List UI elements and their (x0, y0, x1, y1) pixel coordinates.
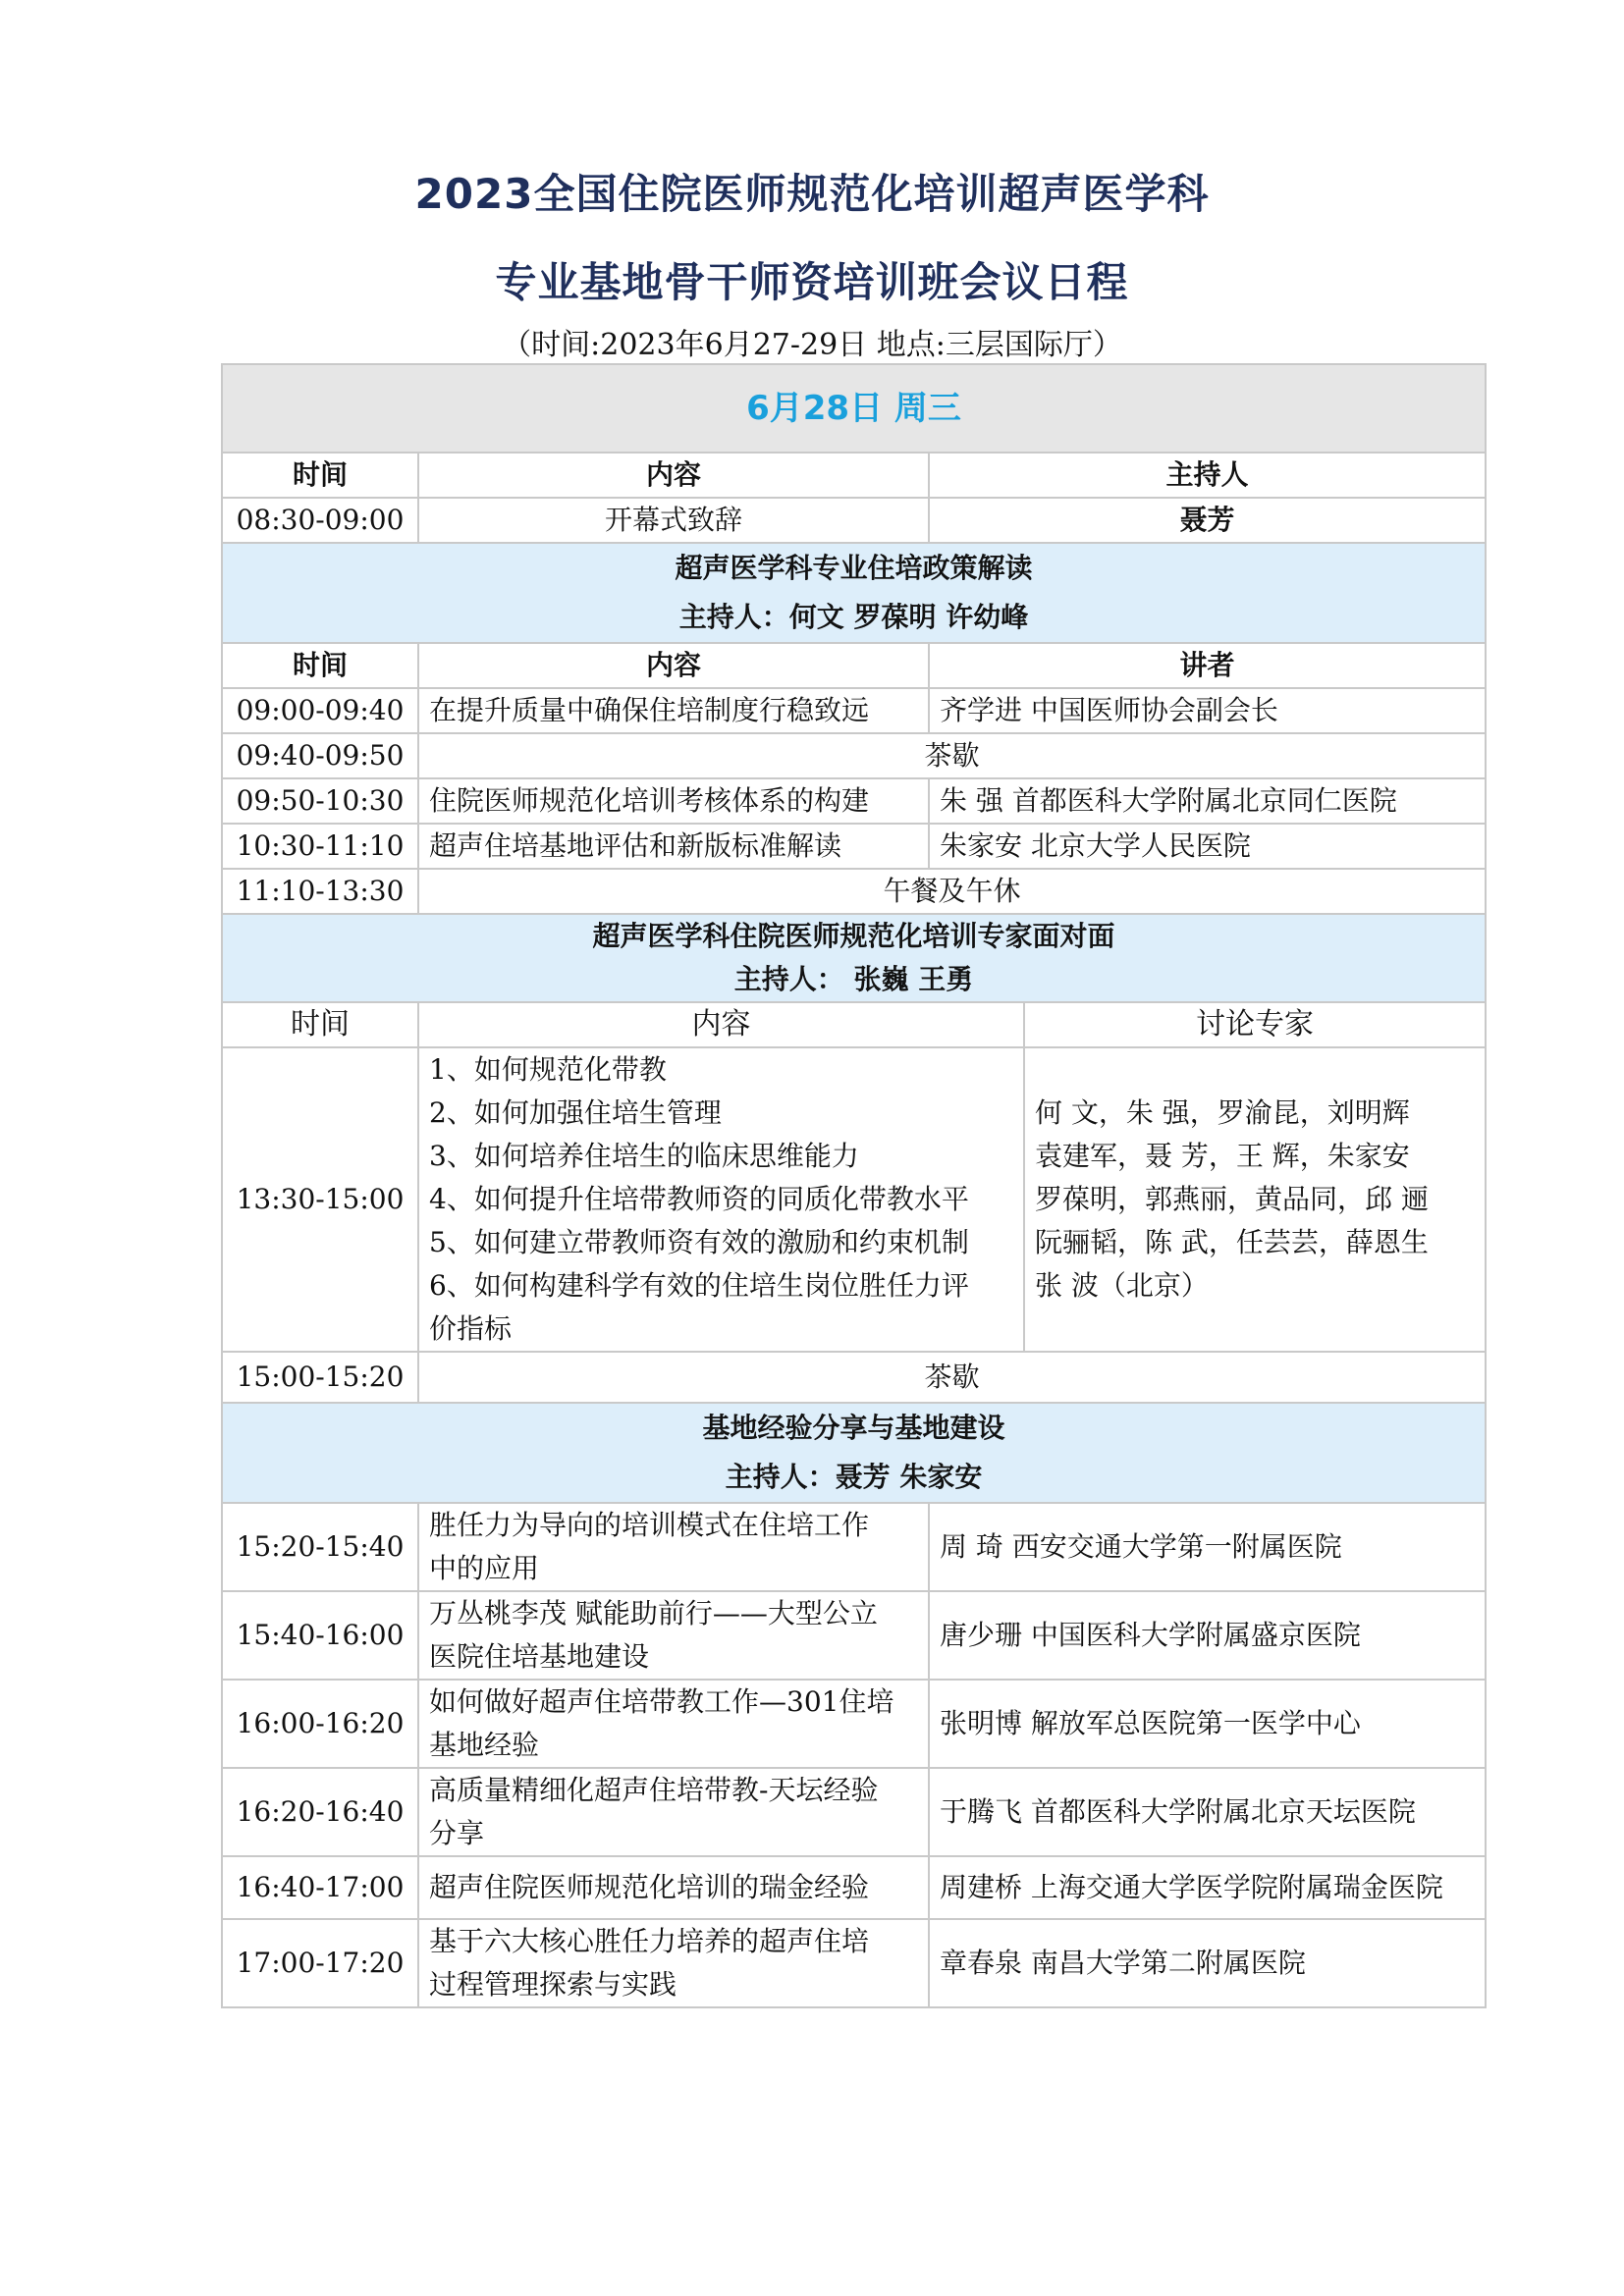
section-header-row (222, 914, 1486, 1002)
expert-line: 罗葆明，郭燕丽，黄品同，邱 逦 (1035, 1183, 1429, 1215)
experts-list (1024, 1047, 1486, 1352)
topic-item: 3、如何培养住培生的临床思维能力 (429, 1140, 859, 1172)
day-header-row (222, 364, 1486, 453)
row-time: 15:00-15:20 (222, 1352, 418, 1403)
row-time: 09:40-09:50 (222, 733, 418, 778)
table-row (222, 498, 1486, 543)
table-row (222, 1680, 1486, 1768)
title-line-2: 专业基地骨干师资培训班会议日程 (495, 258, 1129, 306)
row-time: 11:10-13:30 (222, 869, 418, 914)
expert-line: 张 波（北京） (1035, 1269, 1209, 1302)
row-speaker: 章春泉 南昌大学第二附属医院 (929, 1919, 1486, 2007)
header-content: 内容 (418, 453, 929, 498)
content-line: 基于六大核心胜任力培养的超声住培 (429, 1925, 870, 1957)
row-time: 16:00-16:20 (222, 1680, 418, 1768)
table-row (222, 824, 1486, 869)
content-line: 高质量精细化超声住培带教-天坛经验 (429, 1774, 879, 1806)
row-time: 09:00-09:40 (222, 688, 418, 733)
header-time: 时间 (222, 1002, 418, 1047)
content-line: 中的应用 (429, 1552, 540, 1584)
row-speaker: 朱家安 北京大学人民医院 (929, 824, 1486, 869)
row-break: 午餐及午休 (418, 869, 1486, 914)
table-row (222, 688, 1486, 733)
content-line: 过程管理探索与实践 (429, 1968, 677, 2001)
content-line: 医院住培基地建设 (429, 1640, 650, 1673)
header-time: 时间 (222, 453, 418, 498)
row-time: 08:30-09:00 (222, 498, 418, 543)
section-header-row (222, 1403, 1486, 1503)
topics-list (418, 1047, 1024, 1352)
topic-item: 6、如何构建科学有效的住培生岗位胜任力评 (429, 1269, 969, 1302)
table-row (222, 1352, 1486, 1403)
row-break: 茶歇 (418, 733, 1486, 778)
topic-item: 2、如何加强住培生管理 (429, 1096, 722, 1129)
row-content: 超声住培基地评估和新版标准解读 (418, 824, 929, 869)
day-label: 6月28日 周三 (222, 364, 1486, 453)
row-content: 在提升质量中确保住培制度行稳致远 (418, 688, 929, 733)
table-row (222, 1768, 1486, 1856)
table-row (222, 1503, 1486, 1591)
section-header-row (222, 543, 1486, 643)
table-row (222, 869, 1486, 914)
table-row (222, 1591, 1486, 1680)
content-line: 分享 (429, 1817, 485, 1849)
header-content: 内容 (418, 1002, 1024, 1047)
topic-item: 1、如何规范化带教 (429, 1053, 667, 1086)
expert-line: 袁建军，聂 芳，王 辉，朱家安 (1035, 1140, 1410, 1172)
table-row (222, 1047, 1486, 1352)
table-header-row (222, 1002, 1486, 1047)
header-host: 主持人 (929, 453, 1486, 498)
section-header (222, 914, 1486, 1002)
row-content (418, 1503, 929, 1591)
expert-line: 何 文，朱 强，罗渝昆，刘明辉 (1035, 1096, 1410, 1129)
schedule-table (221, 363, 1487, 2008)
content-line: 超声住院医师规范化培训的瑞金经验 (429, 1871, 870, 1903)
row-content: 住院医师规范化培训考核体系的构建 (418, 778, 929, 824)
row-time: 15:20-15:40 (222, 1503, 418, 1591)
header-content: 内容 (418, 643, 929, 688)
table-row (222, 1856, 1486, 1919)
row-time: 10:30-11:10 (222, 824, 418, 869)
row-content (418, 1591, 929, 1680)
row-break: 茶歇 (418, 1352, 1486, 1403)
row-time: 13:30-15:00 (222, 1047, 418, 1352)
row-content (418, 1680, 929, 1768)
row-content: 开幕式致辞 (418, 498, 929, 543)
title-line-1: 2023全国住院医师规范化培训超声医学科 (414, 170, 1210, 218)
table-row (222, 1919, 1486, 2007)
header-speaker: 讲者 (929, 643, 1486, 688)
topic-item: 价指标 (429, 1312, 513, 1345)
table-row (222, 778, 1486, 824)
section-title: 超声医学科住院医师规范化培训专家面对面 (592, 920, 1115, 952)
section-title: 基地经验分享与基地建设 (702, 1412, 1005, 1444)
row-speaker: 周建桥 上海交通大学医学院附属瑞金医院 (929, 1856, 1486, 1919)
section-header (222, 543, 1486, 643)
table-row (222, 733, 1486, 778)
content-line: 基地经验 (429, 1729, 540, 1761)
row-time: 16:20-16:40 (222, 1768, 418, 1856)
content-line: 胜任力为导向的培训模式在住培工作 (429, 1509, 870, 1541)
row-content (418, 1768, 929, 1856)
row-speaker: 于腾飞 首都医科大学附属北京天坛医院 (929, 1768, 1486, 1856)
schedule-subtitle: （时间:2023年6月27-29日 地点:三层国际厅） (502, 328, 1122, 362)
section-hosts: 主持人： 张巍 王勇 (733, 963, 974, 995)
content-line: 万丛桃李茂 赋能助前行——大型公立 (429, 1597, 878, 1629)
row-content (418, 1856, 929, 1919)
header-time: 时间 (222, 643, 418, 688)
row-speaker: 周 琦 西安交通大学第一附属医院 (929, 1503, 1486, 1591)
section-header (222, 1403, 1486, 1503)
table-header-row (222, 453, 1486, 498)
row-time: 09:50-10:30 (222, 778, 418, 824)
topic-item: 4、如何提升住培带教师资的同质化带教水平 (429, 1183, 969, 1215)
content-line: 如何做好超声住培带教工作—301住培 (429, 1685, 894, 1718)
section-hosts: 主持人：何文 罗葆明 许幼峰 (678, 601, 1029, 633)
row-time: 15:40-16:00 (222, 1591, 418, 1680)
row-speaker: 齐学进 中国医师协会副会长 (929, 688, 1486, 733)
row-content (418, 1919, 929, 2007)
row-speaker: 唐少珊 中国医科大学附属盛京医院 (929, 1591, 1486, 1680)
topic-item: 5、如何建立带教师资有效的激励和约束机制 (429, 1226, 969, 1258)
row-time: 16:40-17:00 (222, 1856, 418, 1919)
section-hosts: 主持人：聂芳 朱家安 (725, 1461, 983, 1493)
section-title: 超声医学科专业住培政策解读 (675, 552, 1033, 584)
row-speaker: 张明博 解放军总医院第一医学中心 (929, 1680, 1486, 1768)
row-host: 聂芳 (929, 498, 1486, 543)
expert-line: 阮骊韬，陈 武，任芸芸，薛恩生 (1035, 1226, 1429, 1258)
table-header-row (222, 643, 1486, 688)
row-speaker: 朱 强 首都医科大学附属北京同仁医院 (929, 778, 1486, 824)
header-experts: 讨论专家 (1024, 1002, 1486, 1047)
row-time: 17:00-17:20 (222, 1919, 418, 2007)
